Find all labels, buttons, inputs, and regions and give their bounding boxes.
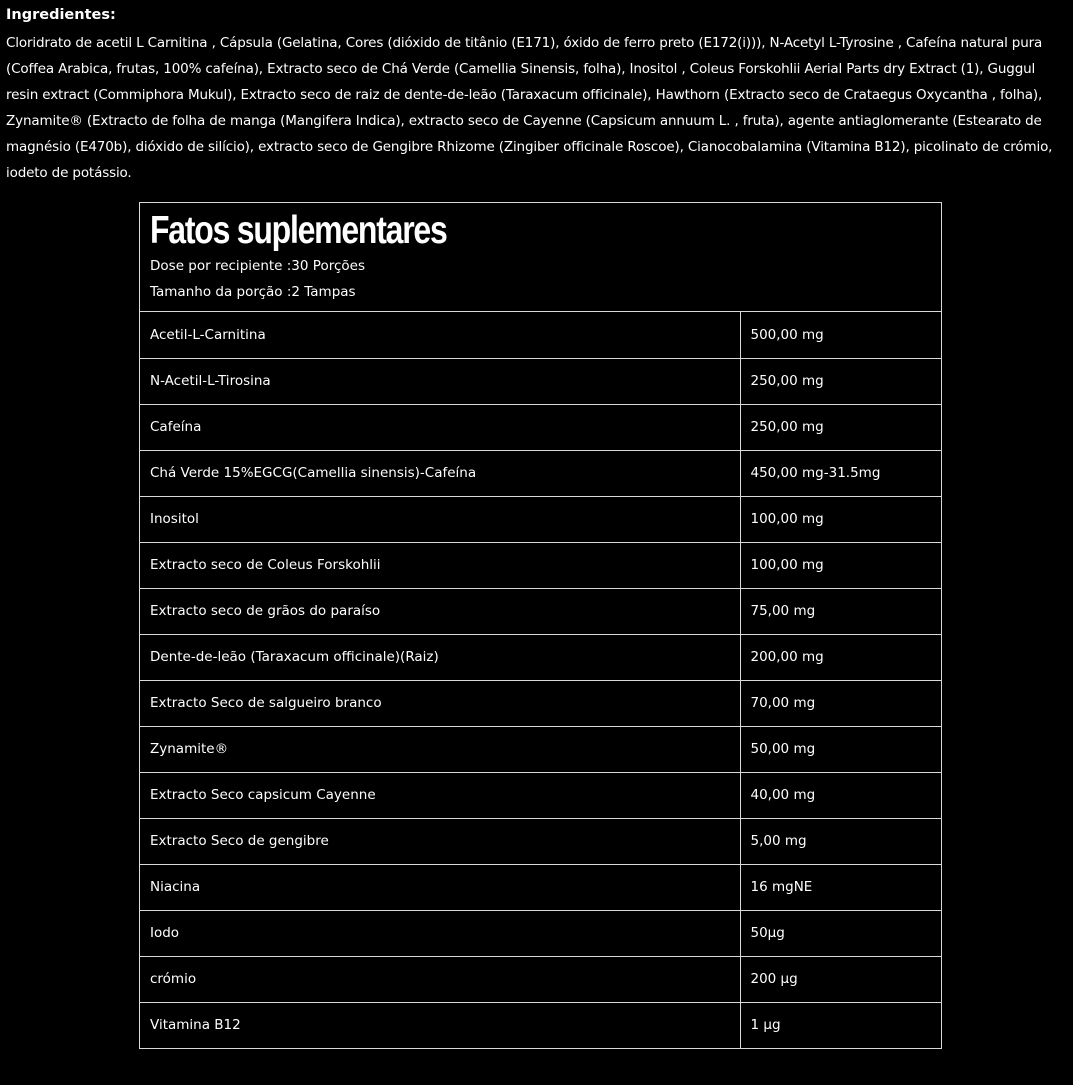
nutrient-amount: 100,00 mg [740, 496, 941, 542]
table-row [140, 358, 941, 404]
table-row [140, 864, 941, 910]
nutrient-name: Chá Verde 15%EGCG(Camellia sinensis)-Cafeína [140, 450, 740, 496]
ingredients-text: Cloridrato de acetil L Carnitina , Cápsula (Gelatina, Cores (dióxido de titânio (E171), óxido de ferro preto (E172(i))), N-Acetyl L-Tyrosine , Cafeína natural pura (Coffea Arabica, frutas, 100% cafeína), Extracto seco de Chá Verde (Camellia Sinensis, folha), Inositol , Coleus Forskohlii Aerial Parts dry Extract (1), Guggul resin extract (Commiphora Mukul), Extracto seco de raiz de dente-de-leão (Taraxacum officinale), Hawthorn (Extracto seco de Crataegus Oxycantha , folha), Zynamite® (Extracto de folha de manga (Mangifera Indica), extracto seco de Cayenne (Capsicum annuum L. , fruta), agente antiaglomerante (Estearato de magnésio (E470b), dióxido de silício), extracto seco de Gengibre Rhizome (Zingiber officinale Roscoe), Cianocobalamina (Vitamina B12), picolinato de crómio, iodeto de potássio. [6, 35, 1053, 181]
nutrient-name: Zynamite® [140, 726, 740, 772]
nutrient-amount: 16 mgNE [740, 864, 941, 910]
table-row [140, 542, 941, 588]
nutrient-amount: 75,00 mg [740, 588, 941, 634]
supplement-facts-panel [139, 202, 942, 1049]
ingredients-title: Ingredientes: [6, 7, 116, 23]
nutrient-amount: 250,00 mg [740, 404, 941, 450]
table-row [140, 404, 941, 450]
supplement-facts-table-body [140, 312, 941, 1048]
nutrient-name: N-Acetil-L-Tirosina [140, 358, 740, 404]
servings-per-container: Dose por recipiente :30 Porções [150, 258, 365, 274]
nutrient-name: Extracto Seco capsicum Cayenne [140, 772, 740, 818]
table-row [140, 680, 941, 726]
nutrient-amount: 250,00 mg [740, 358, 941, 404]
table-row [140, 312, 941, 358]
supplement-facts-header [140, 203, 941, 312]
nutrient-amount: 200,00 mg [740, 634, 941, 680]
nutrient-name: Cafeína [140, 404, 740, 450]
nutrient-amount: 5,00 mg [740, 818, 941, 864]
nutrient-name: Extracto seco de grãos do paraíso [140, 588, 740, 634]
nutrient-name: crómio [140, 956, 740, 1002]
table-row [140, 634, 941, 680]
nutrient-amount: 1 µg [750, 1017, 781, 1034]
nutrient-name: Extracto Seco de gengibre [140, 818, 740, 864]
serving-size: Tamanho da porção :2 Tampas [150, 284, 356, 300]
nutrient-name: Extracto Seco de salgueiro branco [140, 680, 740, 726]
nutrient-amount: 100,00 mg [740, 542, 941, 588]
table-row [140, 772, 941, 818]
nutrient-name: Iodo [140, 910, 740, 956]
nutrient-name: Dente-de-leão (Taraxacum officinale)(Raiz) [140, 634, 740, 680]
supplement-facts-title: Fatos suplementares [150, 209, 447, 252]
table-row [140, 910, 941, 956]
table-row [140, 726, 941, 772]
table-row [140, 450, 941, 496]
table-row [140, 588, 941, 634]
nutrient-name: Vitamina B12 [140, 1002, 740, 1048]
nutrient-amount: 50,00 mg [740, 726, 941, 772]
nutrient-name: Extracto seco de Coleus Forskohlii [140, 542, 740, 588]
nutrient-name: Acetil-L-Carnitina [140, 312, 740, 358]
table-row [140, 496, 941, 542]
ingredients-section [6, 4, 1068, 186]
nutrient-amount: 450,00 mg-31.5mg [740, 450, 941, 496]
nutrient-amount: 50µg [740, 910, 941, 956]
nutrient-amount: 40,00 mg [740, 772, 941, 818]
nutrient-amount: 200 µg [740, 956, 941, 1002]
nutrient-amount: 70,00 mg [740, 680, 941, 726]
table-row [140, 956, 941, 1002]
nutrient-name: Niacina [140, 864, 740, 910]
nutrient-amount: 500,00 mg [740, 312, 941, 358]
table-row [140, 818, 941, 864]
table-row [140, 1002, 941, 1048]
supplement-facts-table [140, 312, 941, 1048]
nutrient-name: Inositol [140, 496, 740, 542]
